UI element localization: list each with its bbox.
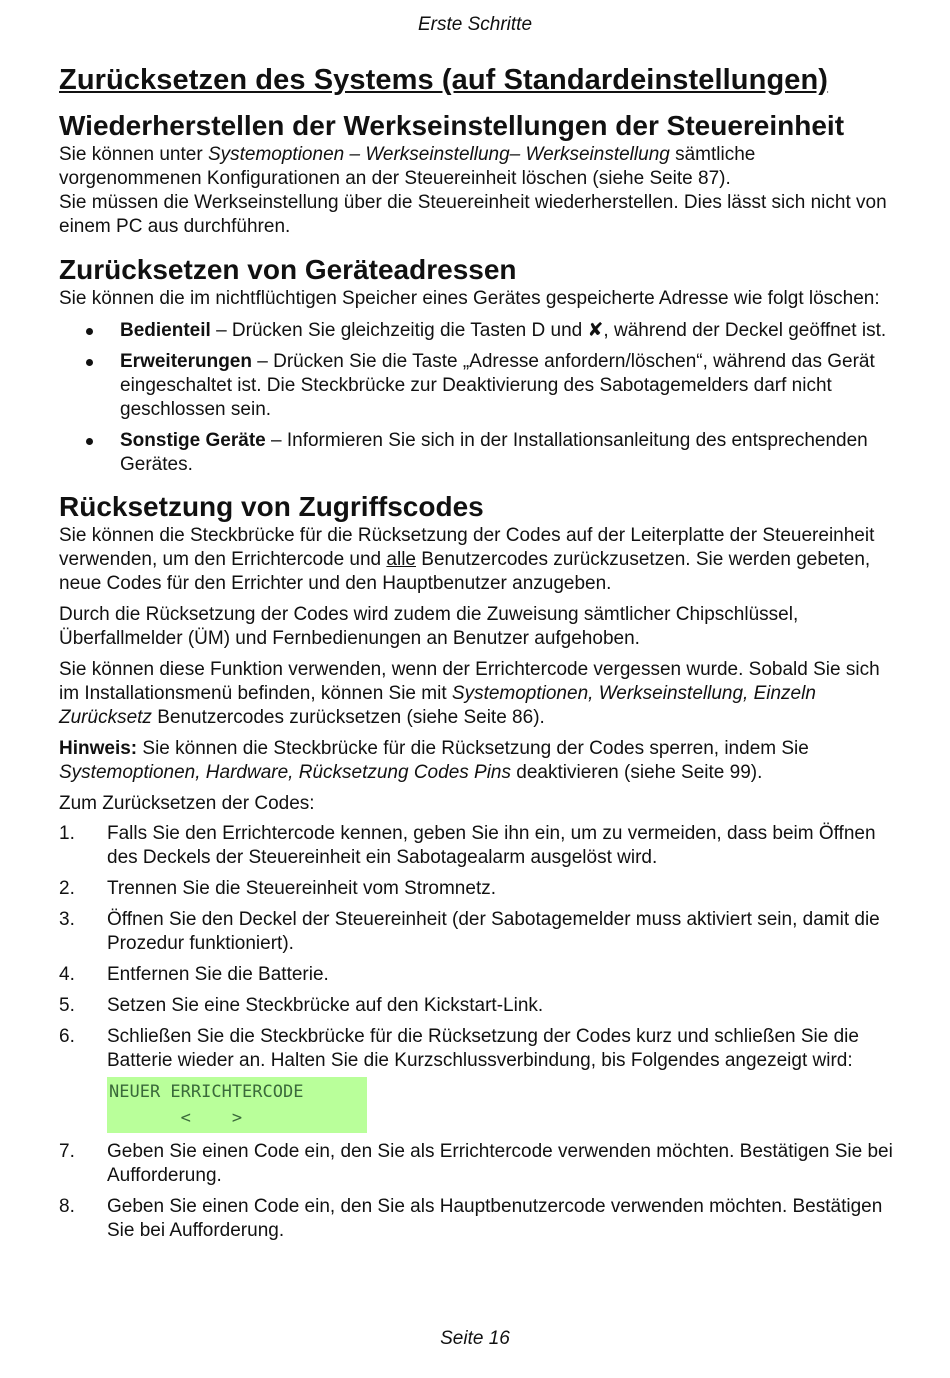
step-text: Falls Sie den Errichtercode kennen, geben Sie ihn ein, um zu vermeiden, dass beim Öffnen des Deckels der Steuereinheit ein Sabotagealarm ausgelöst wird. (107, 823, 876, 868)
text-run: Benutzercodes zurücksetzen (siehe Seite 86). (151, 707, 545, 728)
list-item (59, 877, 899, 901)
step-number: 7. (59, 1141, 75, 1162)
bullet-icon (86, 359, 93, 366)
note-paragraph (59, 737, 899, 785)
menu-path: Systemoptionen – Werkseinstellung– Werkseinstellung (207, 144, 670, 165)
step-text: Schließen Sie die Steckbrücke für die Rücksetzung der Codes kurz und schließen Sie die Batterie wieder an. Halten Sie die Kurzschlussverbindung, bis Folgendes angezeigt wird: (107, 1026, 859, 1071)
list-item (59, 822, 899, 870)
paragraph-zugriff-1 (59, 524, 899, 596)
list-item-text: – Drücken Sie gleichzeitig die Tasten D und ✘, während der Deckel geöffnet ist. (210, 320, 887, 341)
list-item (59, 1025, 899, 1133)
text-run: Sie können die Steckbrücke für die Rücksetzung der Codes auf der Leiterplatte der Steuereinheit verwenden, um den Errichtercode und (59, 525, 875, 570)
text-run: deaktivieren (siehe Seite 99). (511, 762, 763, 783)
list-item (59, 429, 899, 477)
list-item-term: Bedienteil (120, 320, 211, 341)
note-label: Hinweis: (59, 738, 138, 759)
section-heading-zugriffscodes: Rücksetzung von Zugriffscodes (59, 491, 484, 522)
list-item-text: – Drücken Sie die Taste „Adresse anfordern/löschen“, während das Gerät eingeschaltet ist. Die Steckbrücke zur Deaktivierung des Sabotagemelders darf nicht geschlossen sein. (120, 351, 875, 420)
running-header: Erste Schritte (417, 14, 533, 35)
bullet-icon (86, 438, 93, 445)
step-number: 2. (59, 878, 75, 899)
text-run: Sie können unter (59, 144, 208, 165)
list-item (59, 963, 899, 987)
section-heading-werkseinstellungen: Wiederherstellen der Werkseinstellungen der Steuereinheit (59, 110, 845, 141)
step-text: Geben Sie einen Code ein, den Sie als Hauptbenutzercode verwenden möchten. Bestätigen Sie bei Aufforderung. (107, 1196, 883, 1241)
page-title: Zurücksetzen des Systems (auf Standardeinstellungen) (59, 64, 829, 96)
list-item (59, 319, 899, 343)
paragraph-geraete-intro: Sie können die im nichtflüchtigen Speicher eines Gerätes gespeicherte Adresse wie folgt löschen: (59, 288, 880, 309)
step-number: 4. (59, 964, 75, 985)
list-item (59, 350, 899, 422)
list-item-term: Erweiterungen (120, 351, 252, 372)
text-run: sämtliche vorgenommenen Konfigurationen an der Steuereinheit löschen (siehe Seite 87). (59, 144, 756, 189)
lcd-display (107, 1077, 367, 1133)
step-text: Öffnen Sie den Deckel der Steuereinheit (der Sabotagemelder muss aktiviert sein, damit die Prozedur funktioniert). (107, 909, 880, 954)
steps-intro: Zum Zurücksetzen der Codes: (59, 793, 315, 814)
menu-path: Systemoptionen, Hardware, Rücksetzung Codes Pins (59, 762, 512, 783)
step-text: Geben Sie einen Code ein, den Sie als Errichtercode verwenden möchten. Bestätigen Sie bei Aufforderung. (107, 1141, 893, 1186)
page-number-footer: Seite 16 (440, 1328, 510, 1349)
underlined-word: alle (386, 549, 416, 570)
list-item (59, 1140, 899, 1188)
list-item (59, 1195, 899, 1243)
step-number: 1. (59, 823, 75, 844)
list-item-term: Sonstige Geräte (120, 430, 266, 451)
step-number: 8. (59, 1196, 75, 1217)
lcd-line-1: NEUER ERRICHTERCODE (109, 1082, 304, 1102)
reset-steps-list (59, 822, 899, 1243)
paragraph-zugriff-3 (59, 658, 899, 730)
step-text: Trennen Sie die Steuereinheit vom Stromnetz. (107, 878, 496, 899)
device-reset-list (59, 319, 899, 477)
paragraph-werk-2: Sie müssen die Werkseinstellung über die Steuereinheit wiederherstellen. Dies lässt sich nicht von einem PC aus durchführen. (59, 192, 887, 237)
list-item-text: – Informieren Sie sich in der Installationsanleitung des entsprechenden Gerätes. (120, 430, 868, 475)
paragraph-werk-1 (59, 143, 899, 191)
section-heading-geraeteadressen: Zurücksetzen von Geräteadressen (59, 254, 517, 285)
text-run: Sie können diese Funktion verwenden, wenn der Errichtercode vergessen wurde. Sobald Sie sich im Installationsmenü befinden, können Sie mit (59, 659, 880, 704)
text-run: Sie können die Steckbrücke für die Rücksetzung der Codes sperren, indem Sie (137, 738, 809, 759)
bullet-icon (86, 328, 93, 335)
step-number: 6. (59, 1026, 75, 1047)
text-run: Benutzercodes zurückzusetzen. Sie werden gebeten, neue Codes für den Errichter und den Hauptbenutzer anzugeben. (59, 549, 871, 594)
list-item (59, 994, 899, 1018)
step-number: 5. (59, 995, 75, 1016)
lcd-line-2: < > (109, 1108, 243, 1128)
paragraph-zugriff-2: Durch die Rücksetzung der Codes wird zudem die Zuweisung sämtlicher Chipschlüssel, Überfallmelder (ÜM) und Fernbedienungen an Benutzer aufgehoben. (59, 604, 799, 649)
step-number: 3. (59, 909, 75, 930)
page-content (59, 60, 899, 1250)
list-item (59, 908, 899, 956)
menu-path: Systemoptionen, Werkseinstellung, Einzeln Zurücksetz (59, 683, 816, 728)
step-text: Entfernen Sie die Batterie. (107, 964, 329, 985)
step-text: Setzen Sie eine Steckbrücke auf den Kickstart-Link. (107, 995, 544, 1016)
